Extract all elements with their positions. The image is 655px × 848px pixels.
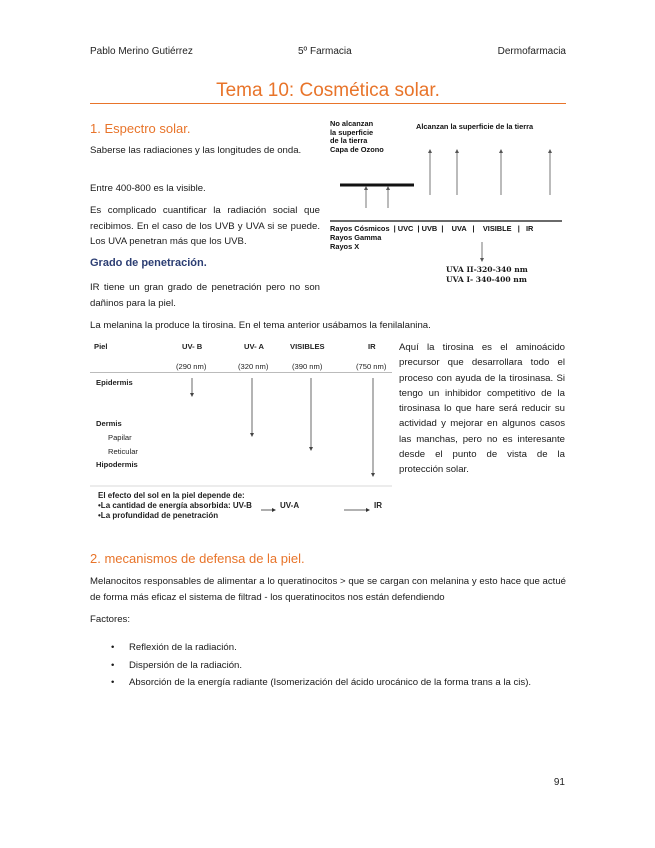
nm-ir: (750 nm) <box>356 362 387 371</box>
effect-depth: •La profundidad de penetración <box>98 511 219 520</box>
layer-dermis: Dermis <box>96 419 122 428</box>
nm-uvb: (290 nm) <box>176 362 207 371</box>
effect-energy-prefix: •La cantidad de energía absorbida: UV-B <box>98 501 252 510</box>
layer-papilar: Papilar <box>108 433 132 442</box>
page-number: 91 <box>553 777 565 788</box>
paragraph-melanocitos: Melanocitos responsables de alimentar a lo queratinocitos > que se cargan con melanina y esto hace que actué de forma más eficaz el sistema de filtrad - los queratinocitos nos están defendiendo <box>90 576 566 603</box>
no-reach-label: No alcanzan la superficie de la tierra Capa de Ozono <box>330 119 384 154</box>
penetration-figure <box>90 340 392 530</box>
list-item: • Reflexión de la radiación. <box>111 642 237 653</box>
paragraph-tirosina: Aquí la tirosina es el aminoácido precursor que desarrollara todo el proceso con ayuda de la tirosinasa. Si tengo un inhibidor competitivo de la tirosinasa lo que hare será reducir su actividad y mejorar en algunos casos las manchas, pero no es interesante desde el punto de vista de la protección solar. <box>399 342 565 476</box>
factors-list <box>111 640 566 693</box>
layer-epidermis: Epidermis <box>96 378 133 387</box>
section-heading-espectro: 1. Espectro solar. <box>90 121 191 136</box>
col-ir: IR <box>368 342 376 351</box>
rays-labels: Rayos Gamma Rayos X <box>330 233 382 251</box>
nm-visibles: (390 nm) <box>292 362 323 371</box>
paragraph-radiaciones: Saberse las radiaciones y las longitudes de onda. <box>90 145 302 156</box>
list-item: • Dispersión de la radiación. <box>111 659 243 671</box>
layer-hipodermis: Hipodermis <box>96 460 138 469</box>
effect-energy-ir: IR <box>374 501 382 510</box>
paragraph-visible: Entre 400-800 es la visible. <box>90 183 206 194</box>
layer-reticular: Reticular <box>108 447 138 456</box>
title-divider <box>90 103 566 104</box>
page-title: Tema 10: Cosmética solar. <box>216 80 440 101</box>
spectrum-figure <box>330 120 570 290</box>
col-uvb: UV- B <box>182 342 203 351</box>
effect-title: El efecto del sol en la piel depende de: <box>98 491 245 500</box>
spectrum-bands: Rayos Cósmicos | UVC | UVB | UVA | VISIBLE | IR <box>330 224 534 233</box>
factors-label: Factores: <box>90 614 130 625</box>
paragraph-cuantificar: Es complicado cuantificar la radiación social que recibimos. En el caso de los UVB y UVA si se puede. Los UVA penetran más que los UVB. <box>90 205 320 247</box>
list-item: • Absorción de la energía radiante (Isomerización del ácido urocánico de la forma trans a la cis). <box>111 677 532 688</box>
uva-ranges: UVA II-320-340 nm UVA I- 340-400 nm <box>446 265 528 284</box>
header-course: 5º Farmacia <box>298 46 352 57</box>
nm-uva: (320 nm) <box>238 362 269 371</box>
reach-label: Alcanzan la superficie de la tierra <box>416 122 534 131</box>
col-piel: Piel <box>94 342 108 351</box>
col-uva: UV- A <box>244 342 264 351</box>
section-heading-mecanismos: 2. mecanismos de defensa de la piel. <box>90 551 305 566</box>
effect-energy-uva: UV-A <box>280 501 300 510</box>
header-subject: Dermofarmacia <box>497 46 566 57</box>
paragraph-melanina: La melanina la produce la tirosina. En el tema anterior usábamos la fenilalanina. <box>90 320 431 331</box>
header-author: Pablo Merino Gutiérrez <box>90 46 193 57</box>
paragraph-ir: IR tiene un gran grado de penetración pero no son dañinos para la piel. <box>90 282 320 309</box>
subheading-penetracion: Grado de penetración. <box>90 257 207 269</box>
col-visibles: VISIBLES <box>290 342 325 351</box>
